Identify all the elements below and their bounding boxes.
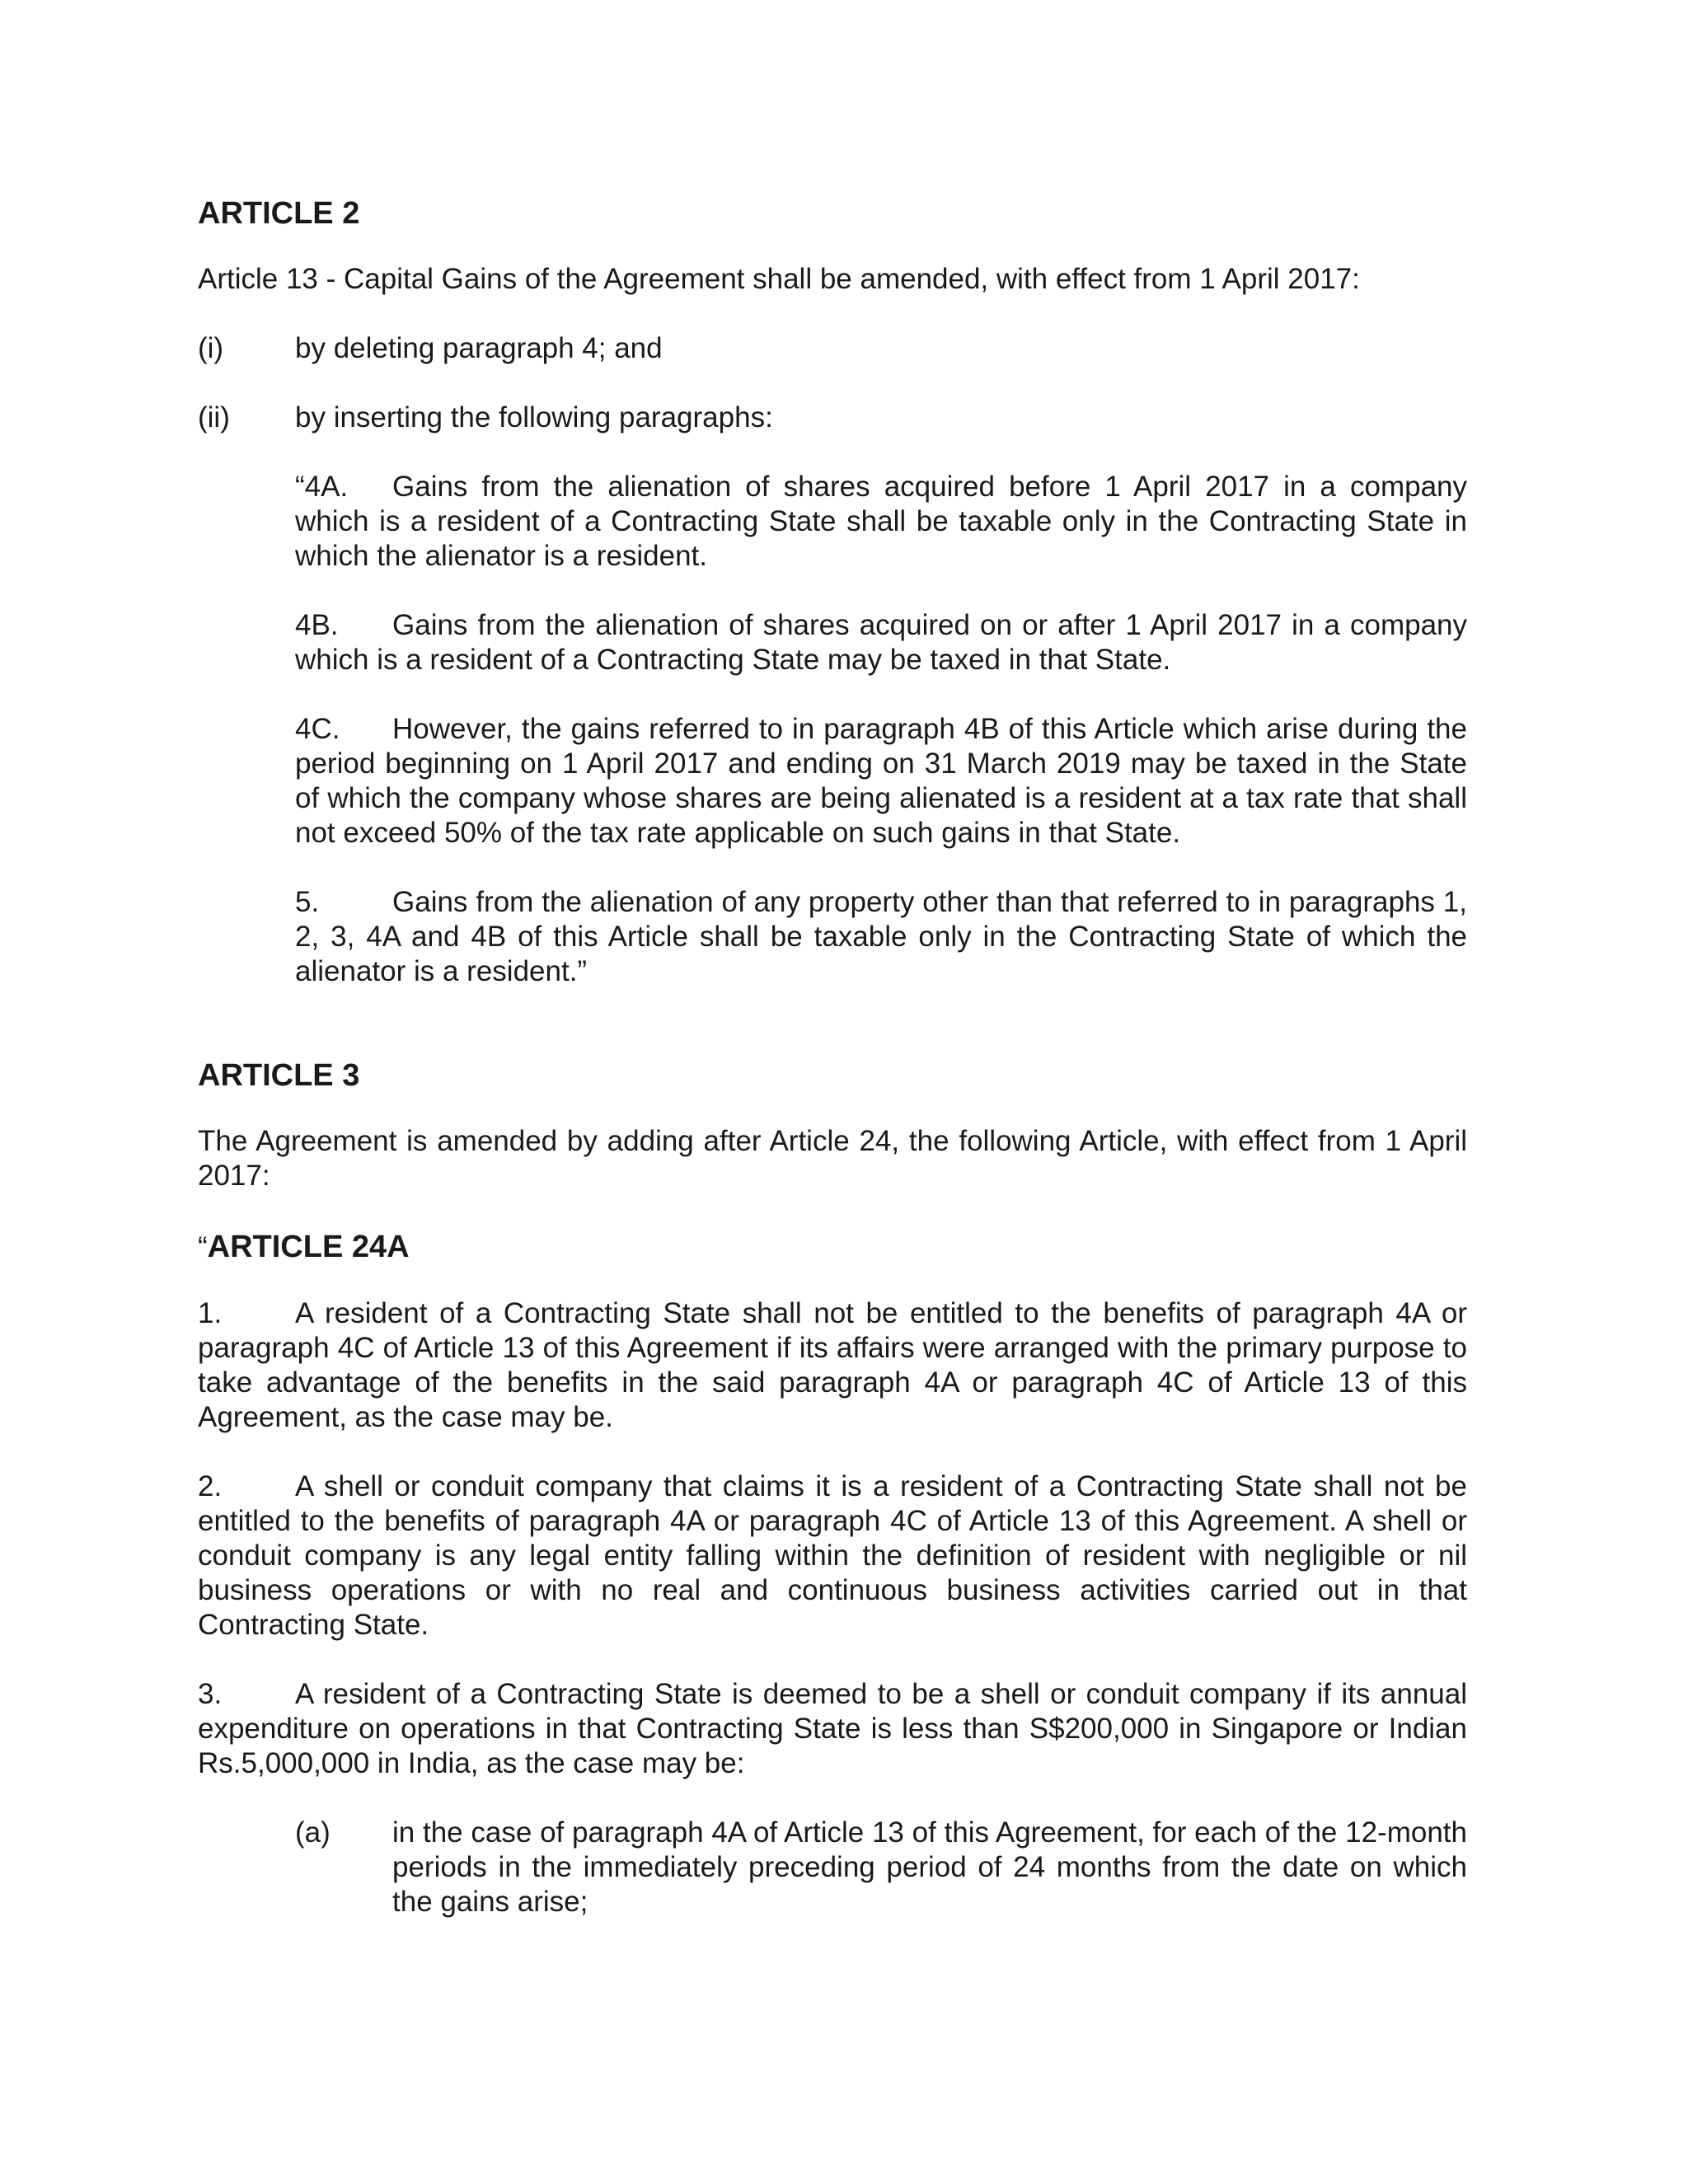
item-number: (ii): [198, 401, 230, 434]
paragraph-text: However, the gains referred to in paragraph 4B of this Article which arise during the period beginning on 1 April 2017 and ending on 31 March 2019 may be taxed in the State of which the company whose shares are being alienated is a resident at a tax rate that shall not exceed 50% of the tax rate applicable on such gains in that State.: [295, 713, 1467, 849]
article-3-heading: ARTICLE 3: [198, 1058, 360, 1093]
subitem-label: (a): [295, 1816, 331, 1849]
paragraph-text: Gains from the alienation of shares acquired before 1 April 2017 in a company which is a resident of a Contracting State shall be taxable only in the Contracting State in which the alienator is a resident.: [295, 471, 1467, 572]
paragraph-number: 5.: [295, 886, 320, 918]
paragraph-number: 4C.: [295, 713, 340, 745]
paragraph-text: A resident of a Contracting State shall not be entitled to the benefits of paragraph 4A or paragraph 4C of Article 13 of this Agreement if its affairs were arranged with the primary purpose to take advantage of the benefits in the said paragraph 4A or paragraph 4C of Article 13 of this Agreement, as the case may be.: [198, 1297, 1467, 1433]
paragraph-number: 4B.: [295, 609, 339, 641]
paragraph-text: Gains from the alienation of shares acquired on or after 1 April 2017 in a company which is a resident of a Contracting State may be taxed in that State.: [295, 609, 1467, 676]
inserted-paragraphs: [295, 470, 1467, 989]
document-page: [198, 194, 1467, 1954]
inserted-paragraph-5: [295, 885, 1467, 989]
article-2-heading: ARTICLE 2: [198, 196, 360, 231]
paragraph-text: A resident of a Contracting State is deemed to be a shell or conduit company if its annual expenditure on operations in that Contracting State is less than S$200,000 in Singapore or Indian Rs.5,000,000 in India, as the case may be:: [198, 1678, 1467, 1779]
article-24a-paragraph-1: [198, 1296, 1467, 1435]
paragraph-text: Gains from the alienation of any property other than that referred to in paragraphs 1, 2, 3, 4A and 4B of this Article shall be taxable only in the Contracting State of which the alienator is a resident.”: [295, 886, 1467, 987]
article-2-intro: Article 13 - Capital Gains of the Agreement shall be amended, with effect from 1 April 2017:: [198, 263, 1360, 295]
article-24a-title: ARTICLE 24A: [207, 1230, 410, 1264]
item-number: (i): [198, 332, 224, 364]
subitem-text: in the case of paragraph 4A of Article 13 of this Agreement, for each of the 12-month periods in the immediately preceding period of 24 months from the date on which the gains arise;: [392, 1816, 1467, 1918]
paragraph-number: 3.: [198, 1678, 223, 1710]
opening-quote: “: [198, 1231, 208, 1263]
article-2-item: [198, 401, 1467, 435]
article-24a-paragraph-2: [198, 1469, 1467, 1643]
article-2-item: [198, 331, 1467, 366]
paragraph-number: 1.: [198, 1297, 223, 1329]
inserted-paragraph-4c: [295, 712, 1467, 851]
paragraph-text: A shell or conduit company that claims it is a resident of a Contracting State shall not be entitled to the benefits of paragraph 4A or paragraph 4C of Article 13 of this Agreement. A shell or conduit company is any legal entity falling within the definition of resident with negligible or nil business operations or with no real and continuous business activities carried out in that Contracting State.: [198, 1470, 1467, 1641]
item-text: by deleting paragraph 4; and: [295, 332, 663, 364]
paragraph-number: 2.: [198, 1470, 223, 1502]
inserted-paragraph-4b: [295, 608, 1467, 677]
paragraph-number: “4A.: [295, 471, 349, 503]
inserted-paragraph-4a: [295, 470, 1467, 574]
item-text: by inserting the following paragraphs:: [295, 401, 773, 434]
article-24a-paragraph-3: [198, 1677, 1467, 1781]
article-24a-subitem-a: [295, 1816, 1467, 1919]
article-3-intro: The Agreement is amended by adding after Article 24, the following Article, with effect from 1 April 2017:: [198, 1125, 1467, 1192]
article-24a-heading: [198, 1228, 1467, 1267]
